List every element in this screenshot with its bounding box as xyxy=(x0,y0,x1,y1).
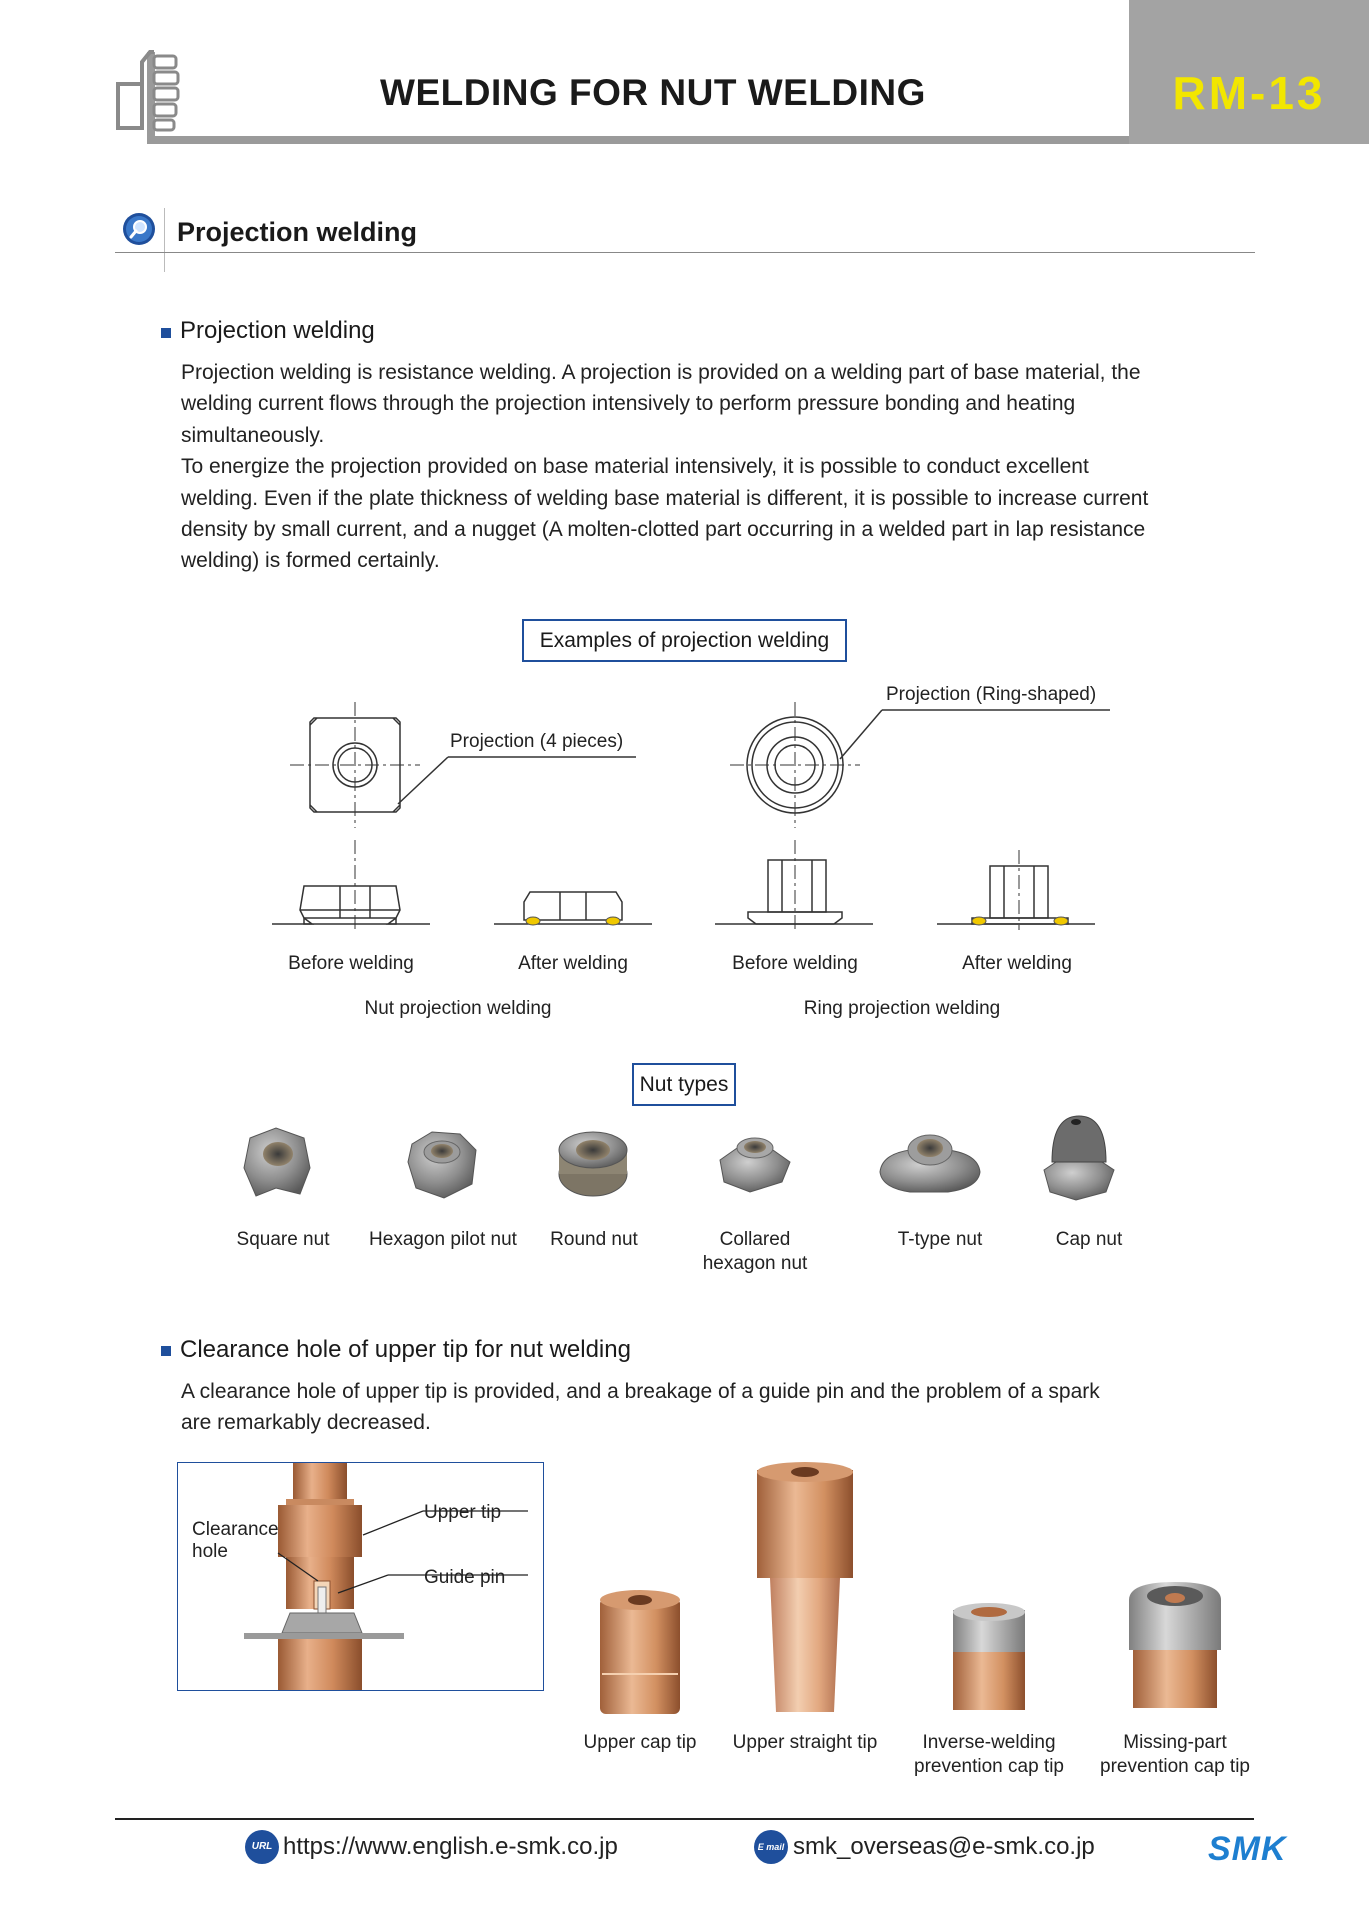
paragraph-line: A clearance hole of upper tip is provided, and a breakage of a guide pin and the problem of a spark xyxy=(181,1380,1100,1403)
tip-caption-upper-cap: Upper cap tip xyxy=(583,1732,697,1753)
caption-ring-after: After welding xyxy=(962,953,1072,974)
missing-part-cap-tip-photo xyxy=(1129,1582,1221,1708)
upper-cap-tip-photo xyxy=(600,1590,680,1714)
examples-label: Examples of projection welding xyxy=(522,619,847,662)
nut-caption-t-type: T-type nut xyxy=(897,1229,983,1250)
caption-nut-before: Before welding xyxy=(288,953,414,974)
paragraph-line: Projection welding is resistance welding. A projection is provided on a welding part of base material, the xyxy=(181,361,1141,384)
upper-straight-tip-photo xyxy=(757,1462,853,1712)
email-icon: E mail xyxy=(754,1830,788,1864)
paragraph-line: density by small current, and a nugget (A molten-clotted part occurring in a welded part in lap resistance xyxy=(181,518,1146,542)
section-divider xyxy=(164,208,165,272)
bullet xyxy=(161,1346,171,1356)
nut-caption-cap: Cap nut xyxy=(1055,1229,1123,1250)
collared-hexagon-nut-photo xyxy=(720,1138,790,1192)
magnifier-icon xyxy=(122,212,156,246)
label-projection-ring: Projection (Ring-shaped) xyxy=(886,684,1097,705)
caption-nut-after: After welding xyxy=(518,953,628,974)
footer-rule xyxy=(115,1818,1254,1820)
label-upper-tip: Upper tip xyxy=(424,1502,502,1523)
ring-before-side xyxy=(715,860,873,924)
paragraph-line: welding. Even if the plate thickness of welding base material is different, it is possible to increase current xyxy=(181,486,1149,510)
tip-caption-missing-part: Missing-part prevention cap tip xyxy=(1100,1732,1250,1777)
cap-nut-photo xyxy=(1044,1116,1114,1200)
section-rule xyxy=(115,252,1255,253)
projection-welding-diagram xyxy=(260,680,1110,950)
footer-url-link[interactable]: https://www.english.e-smk.co.jp xyxy=(283,1833,618,1860)
square-nut-top-view xyxy=(290,702,420,930)
paragraph-line: simultaneously. xyxy=(181,423,325,447)
nut-before-side xyxy=(272,886,430,924)
tip-caption-inverse-welding: Inverse-welding prevention cap tip xyxy=(914,1732,1064,1777)
paragraph-line: welding) is formed certainly. xyxy=(181,549,440,573)
inverse-welding-cap-tip-photo xyxy=(953,1603,1025,1710)
nut-after-side xyxy=(494,892,652,924)
nut-types-label: Nut types xyxy=(632,1063,736,1106)
subheading-projection: Projection welding xyxy=(180,317,375,344)
footer-email-link[interactable]: smk_overseas@e-smk.co.jp xyxy=(793,1833,1095,1860)
nut-caption-collared-hexagon: Collared hexagon nut xyxy=(702,1229,808,1274)
paragraph-line: welding current flows through the projection intensively to perform pressure bonding and heating xyxy=(181,392,1076,416)
page-code: RM-13 xyxy=(1172,67,1326,119)
paragraph-line: To energize the projection provided on base material intensively, it is possible to conduct excellent xyxy=(181,455,1089,479)
ring-nut-top-view xyxy=(730,702,860,930)
nut-types-photos xyxy=(230,1110,1150,1220)
round-nut-photo xyxy=(559,1132,627,1196)
square-nut-photo xyxy=(244,1128,310,1196)
tip-photos xyxy=(560,1460,1260,1720)
label-clearance-hole: Clearance hole xyxy=(192,1519,279,1562)
smk-logo: SMK xyxy=(1208,1830,1287,1868)
group-nut-projection: Nut projection welding xyxy=(364,998,552,1019)
ring-after-side xyxy=(937,850,1095,930)
header-logo xyxy=(110,48,185,144)
section-icon xyxy=(122,212,156,246)
label-projection-4: Projection (4 pieces) xyxy=(450,731,624,752)
thumb-up-icon xyxy=(110,48,185,144)
header-rule xyxy=(148,136,1129,144)
label-guide-pin: Guide pin xyxy=(424,1567,506,1588)
clearance-paragraph xyxy=(181,1376,1261,1439)
projection-paragraph xyxy=(181,357,1261,577)
clearance-diagram xyxy=(177,1462,544,1691)
nut-caption-square: Square nut xyxy=(236,1229,330,1250)
paragraph-line: are remarkably decreased. xyxy=(181,1411,431,1435)
t-type-nut-photo xyxy=(880,1135,980,1192)
hexagon-pilot-nut-photo xyxy=(408,1132,476,1198)
nut-caption-round: Round nut xyxy=(550,1229,638,1250)
page-title: WELDING FOR NUT WELDING xyxy=(380,72,926,113)
tip-caption-upper-straight: Upper straight tip xyxy=(732,1732,878,1753)
url-icon: URL xyxy=(245,1830,279,1864)
group-ring-projection: Ring projection welding xyxy=(803,998,1001,1019)
caption-ring-before: Before welding xyxy=(732,953,858,974)
nut-caption-hexagon-pilot: Hexagon pilot nut xyxy=(369,1229,517,1250)
bullet xyxy=(161,328,171,338)
subheading-clearance: Clearance hole of upper tip for nut welding xyxy=(180,1336,631,1363)
section-title: Projection welding xyxy=(177,217,418,247)
